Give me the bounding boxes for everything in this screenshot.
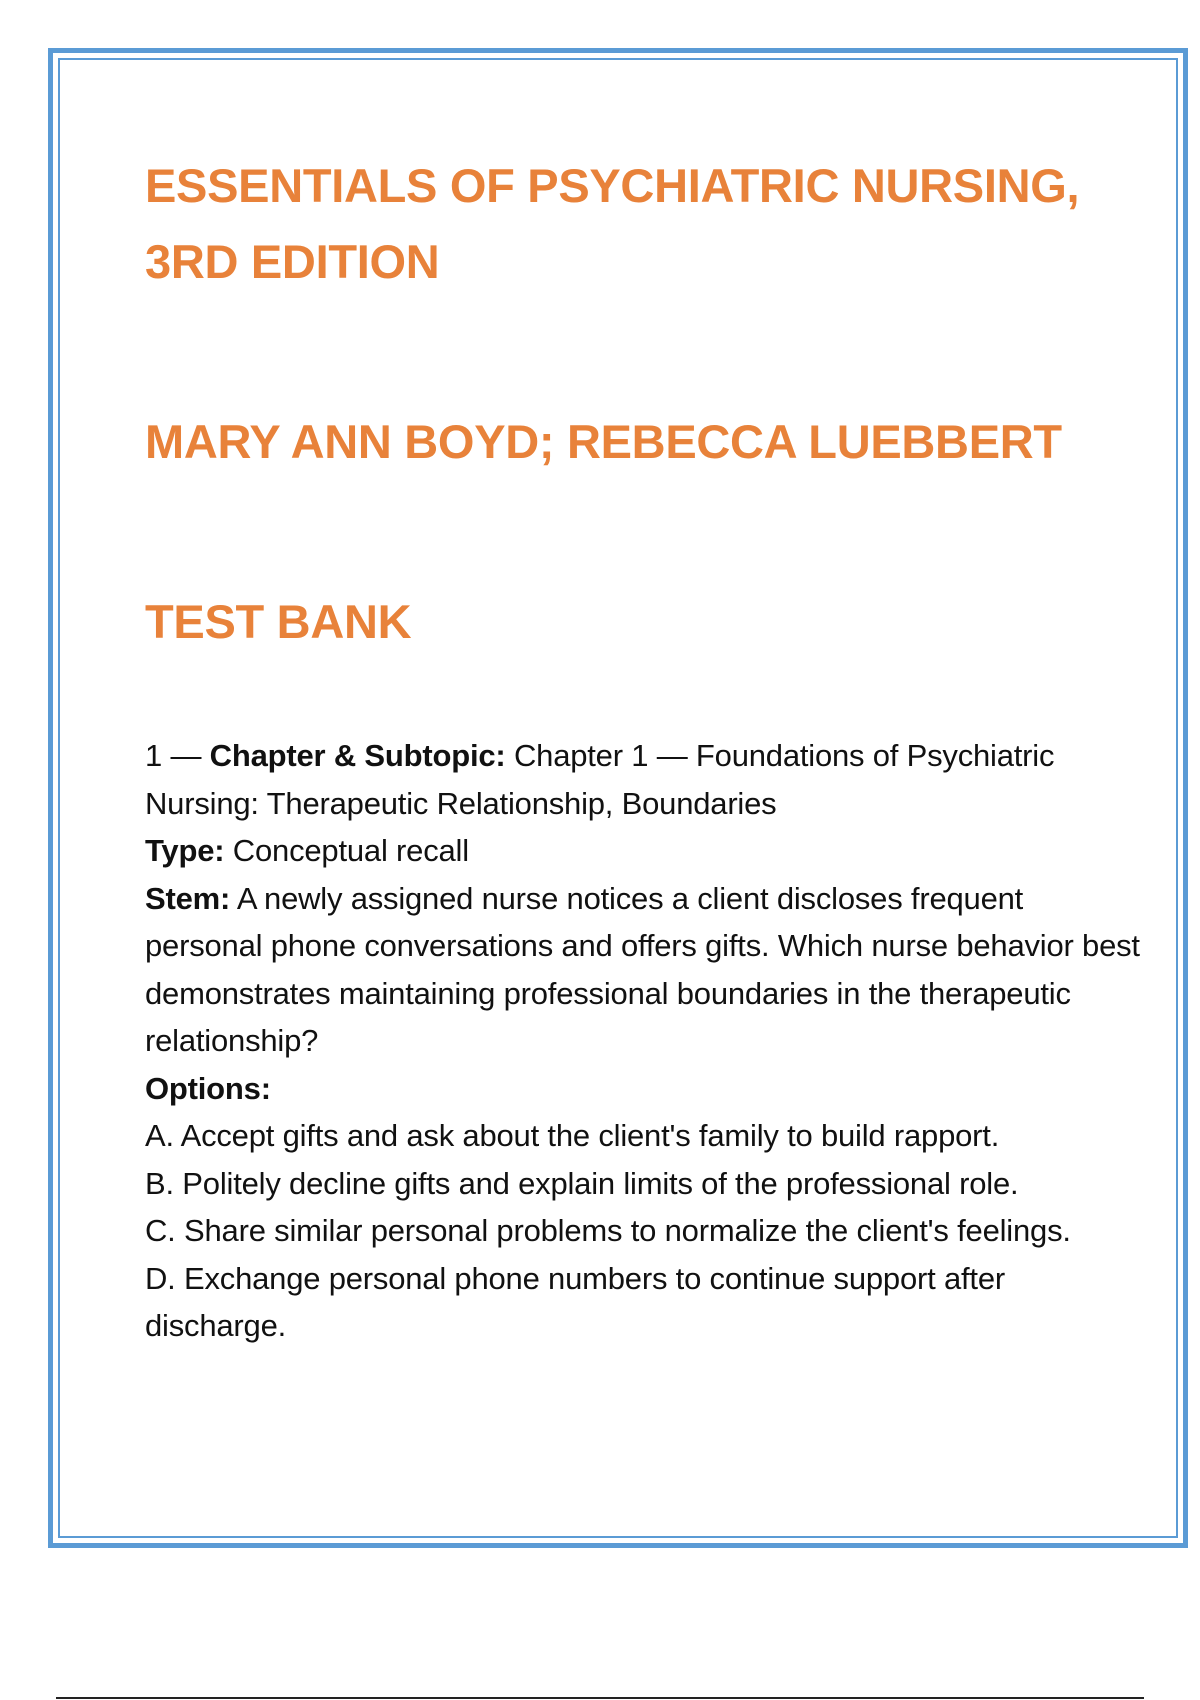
book-title: ESSENTIALS OF PSYCHIATRIC NURSING, 3RD EDITION: [145, 159, 1080, 288]
question-chapter-line: [145, 732, 1145, 827]
stem-value: A newly assigned nurse notices a client discloses frequent personal phone conversations and offers gifts. Which nurse behavior best demonstrates maintaining professional boundaries in the therapeutic relationship?: [145, 880, 1140, 1058]
type-label: Type:: [145, 833, 225, 868]
chapter-label: Chapter & Subtopic:: [209, 738, 506, 773]
chapter-value: Chapter 1 — Foundations of Psychiatric Nursing: Therapeutic Relationship, Boundaries: [145, 738, 1055, 821]
type-value: Conceptual recall: [224, 833, 469, 868]
page-inner-border: [58, 58, 1178, 1538]
stem-label: Stem:: [145, 880, 231, 916]
question-number: 1 —: [145, 738, 210, 773]
option-c: C. Share similar personal problems to normalize the client's feelings.: [145, 1213, 1071, 1248]
option-a: A. Accept gifts and ask about the client's family to build rapport.: [145, 1118, 1000, 1153]
test-bank-heading: TEST BANK: [145, 595, 412, 648]
option-b: B. Politely decline gifts and explain limits of the professional role.: [145, 1165, 1019, 1201]
book-authors: MARY ANN BOYD; REBECCA LUEBBERT: [145, 415, 1062, 468]
page-border: [48, 48, 1188, 1548]
bottom-divider: [56, 1697, 1144, 1699]
page-content: [145, 148, 1145, 1350]
option-d: D. Exchange personal phone numbers to continue support after discharge.: [145, 1260, 1005, 1343]
question-stem-line: [145, 875, 1145, 1065]
question-type-line: [145, 827, 1145, 875]
options-label: Options:: [145, 1070, 271, 1106]
question-block: [145, 732, 1145, 1350]
